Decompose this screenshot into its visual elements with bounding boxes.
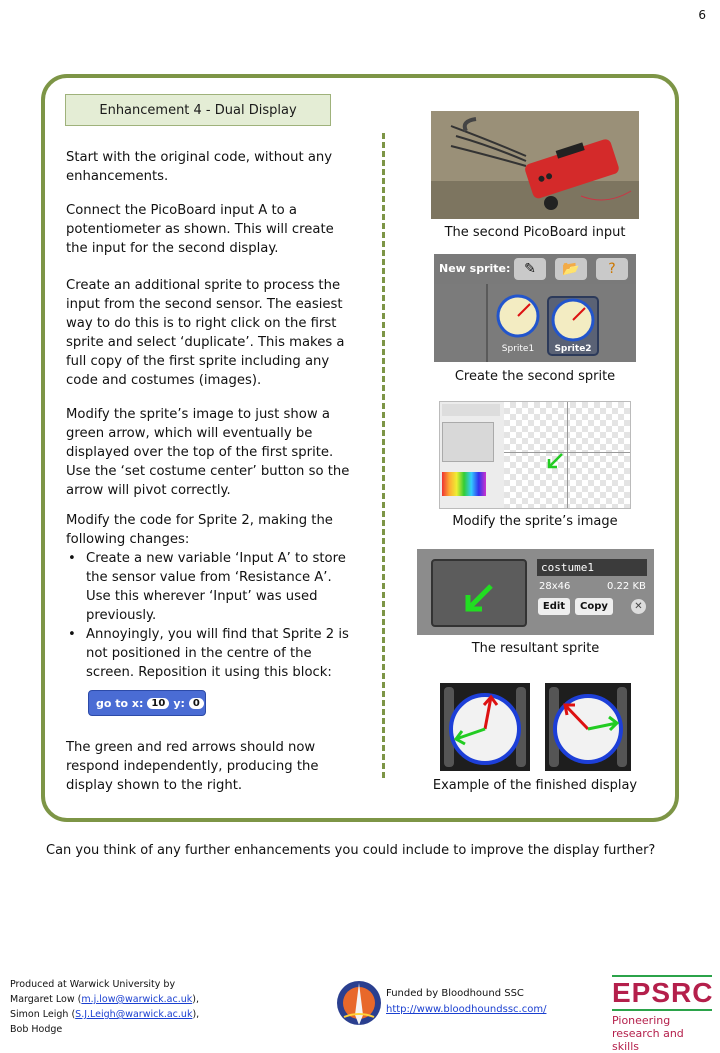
author-3: Bob Hodge [10,1024,63,1035]
paint-sprite-icon: ✎ [514,258,546,280]
costume-kb: 0.22 KB [607,581,646,592]
green-arrow-icon [461,581,497,617]
finished-display-2 [545,683,631,771]
copy-button[interactable]: Copy [575,598,613,615]
costume-panel [417,549,654,635]
green-arrow-icon [544,450,566,472]
funded-line: Funded by Bloodhound SSC [386,988,524,999]
folder-sprite-icon: 📂 [555,258,587,280]
list-item: • Annoyingly, you will find that Sprite 2 is not positioned in the centre of the screen. Reposition it using this block: [66,625,358,682]
random-sprite-icon: ? [596,258,628,280]
sprite2-label: Sprite2 [554,344,592,354]
sprite1-label: Sprite1 [501,344,535,354]
finished-display-1 [440,683,530,771]
credits [10,977,199,1037]
y-value: 0 [189,698,204,709]
modify-code-paragraph: Modify the code for Sprite 2, making the following changes: [66,513,333,547]
image-caption: Modify the sprite’s image [452,514,618,529]
result-paragraph: The green and red arrows should now respond independently, producing the display shown to the right. [66,740,319,793]
edit-button[interactable]: Edit [538,598,570,615]
block-label: go to x: [96,696,144,710]
list-item: • Create a new variable ‘Input A’ to store the sensor value from ‘Resistance A’. Use this wherever ‘Input’ was used previously. [66,549,358,625]
picoboard-caption: The second PicoBoard input [444,225,626,240]
connect-paragraph: Connect the PicoBoard input A to a potentiometer as shown. This will create the input for the second display. [66,203,334,256]
x-value: 10 [147,698,169,709]
bloodhound-logo-icon [334,975,384,1035]
go-to-block [88,690,206,716]
sprite1-thumbnail [496,294,540,338]
epsrc-wordmark: EPSRC [612,975,712,1011]
bloodhound-link[interactable]: http://www.bloodhoundssc.com/ [386,1004,547,1015]
delete-icon[interactable]: ✕ [631,599,646,614]
change-list [66,549,358,682]
epsrc-tagline: Pioneering research and skills [612,1014,684,1053]
section-title: Enhancement 4 - Dual Display [65,94,331,126]
epsrc-logo [612,975,712,1053]
author-1-email-link[interactable]: m.j.low@warwick.ac.uk [81,994,193,1005]
costume-size: 28x46 [539,581,571,592]
new-sprite-label: New sprite: [439,262,511,275]
closing-question: Can you think of any further enhancements you could include to improve the display further? [46,843,656,858]
finished-caption: Example of the finished display [432,778,638,793]
duplicate-paragraph: Create an additional sprite to process the input from the second sensor. The easiest way to do this is to right click on the first sprite and select ‘duplicate’. This makes a full copy of the first sprite including any code and costumes (images). [66,278,345,388]
resultant-caption: The resultant sprite [471,641,600,656]
dashed-divider [382,133,385,778]
author-2-email-link[interactable]: S.J.Leigh@warwick.ac.uk [75,1009,193,1020]
page-number: 6 [698,8,706,22]
picoboard-photo [431,111,639,219]
author-2: Simon Leigh (S.J.Leigh@warwick.ac.uk), [10,1009,200,1020]
author-1: Margaret Low (m.j.low@warwick.ac.uk), [10,994,199,1005]
modify-image-paragraph: Modify the sprite’s image to just show a green arrow, which will eventually be displayed over the top of the first sprite. Use the ‘set costume center’ button so the arrow will pivot correctly. [66,407,350,498]
new-sprite-panel [434,254,636,362]
paint-editor-screenshot [439,401,631,509]
intro-paragraph: Start with the original code, without any enhancements. [66,150,333,184]
costume-name: costume1 [537,559,647,576]
produced-line: Produced at Warwick University by [10,979,176,990]
y-label: y: [173,696,185,710]
sprite-caption: Create the second sprite [454,369,616,384]
sprite2-thumbnail [551,298,595,342]
funding-credit [386,986,546,1018]
